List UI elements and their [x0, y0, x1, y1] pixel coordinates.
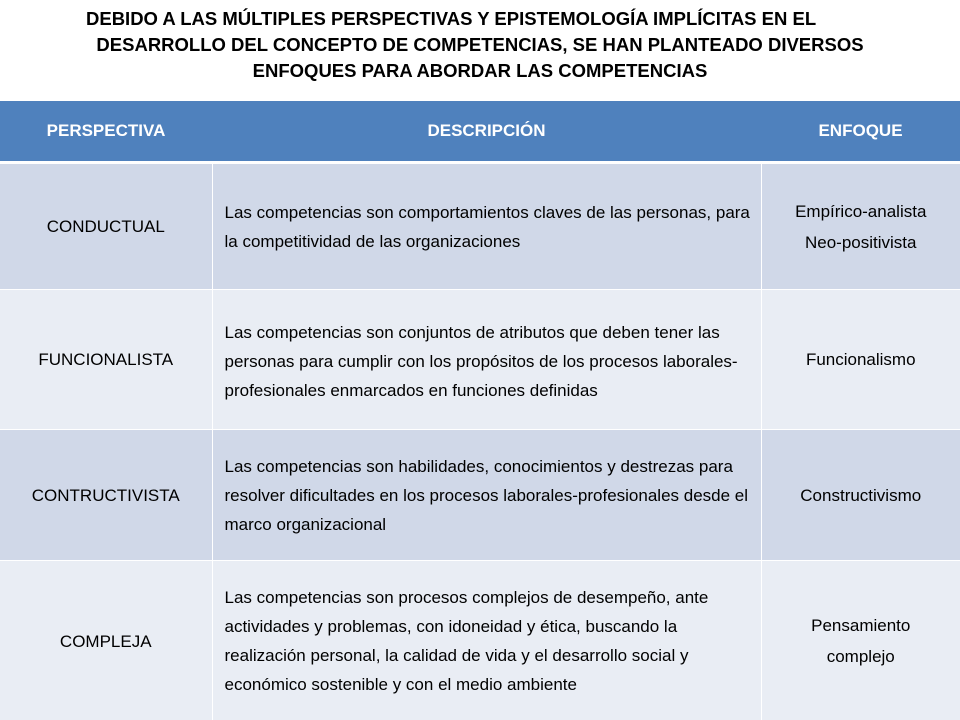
cell-perspectiva: CONDUCTUAL [0, 163, 212, 290]
cell-enfoque [761, 290, 960, 430]
title-line-2: DESARROLLO DEL CONCEPTO DE COMPETENCIAS, SE HAN PLANTEADO DIVERSOS [96, 34, 864, 55]
header-descripcion: DESCRIPCIÓN [212, 101, 761, 163]
cell-perspectiva: COMPLEJA [0, 561, 212, 720]
slide-title [40, 6, 920, 84]
table-row [0, 561, 960, 720]
cell-descripcion: Las competencias son conjuntos de atributos que deben tener las personas para cumplir con los propósitos de los procesos laborales-profesionales enmarcados en funciones definidas [212, 290, 761, 430]
enfoque-line-1: Constructivismo [800, 485, 922, 505]
competencias-table [0, 101, 960, 720]
cell-enfoque [761, 561, 960, 720]
cell-descripcion: Las competencias son habilidades, conocimientos y destrezas para resolver dificultades en los procesos laborales-profesionales desde el marco organizacional [212, 430, 761, 561]
cell-perspectiva: CONTRUCTIVISTA [0, 430, 212, 561]
enfoque-line-1: Funcionalismo [805, 350, 916, 369]
cell-descripcion: Las competencias son procesos complejos de desempeño, ante actividades y problemas, con idoneidad y ética, buscando la realización personal, la calidad de vida y el desarrollo social y económico sostenible y con el medio ambiente [212, 561, 761, 720]
cell-perspectiva: FUNCIONALISTA [0, 290, 212, 430]
table-row [0, 430, 960, 561]
enfoque-line-2: complejo [826, 647, 895, 666]
table-header-row [0, 101, 960, 163]
table-row [0, 290, 960, 430]
enfoque-line-1: Pensamiento [811, 616, 911, 635]
cell-enfoque [761, 430, 960, 561]
title-line-3: ENFOQUES PARA ABORDAR LAS COMPETENCIAS [252, 60, 708, 81]
enfoque-line-1: Empírico-analista [795, 201, 927, 221]
cell-enfoque [761, 163, 960, 290]
header-perspectiva: PERSPECTIVA [0, 101, 212, 163]
cell-descripcion: Las competencias son comportamientos claves de las personas, para la competitividad de las organizaciones [212, 163, 761, 290]
enfoque-line-2: Neo-positivista [805, 232, 917, 252]
title-line-1: DEBIDO A LAS MÚLTIPLES PERSPECTIVAS Y EPISTEMOLOGÍA IMPLÍCITAS EN EL [86, 8, 817, 29]
table-row [0, 163, 960, 290]
header-enfoque: ENFOQUE [761, 101, 960, 163]
